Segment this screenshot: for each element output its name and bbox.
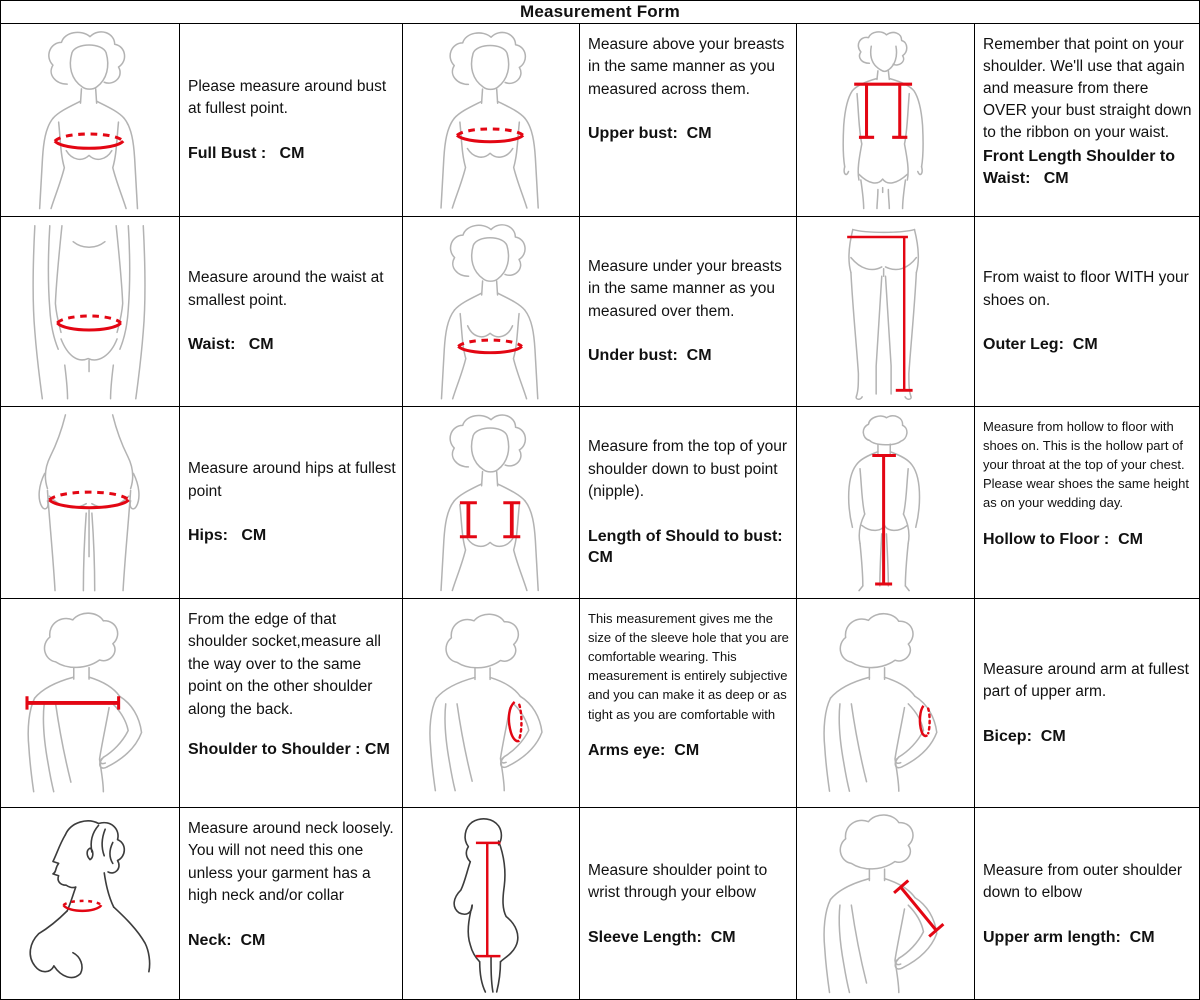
hips-figure [6,413,173,593]
front-length-figure [802,30,968,210]
measure-label: Sleeve Length: CM [588,928,736,946]
cell-upper-arm-length [975,808,1199,1000]
measure-label: Hips: CM [188,527,267,545]
measure-label: Shoulder to Shoulder : CM [188,741,390,759]
measure-label: Bicep: CM [983,727,1066,745]
measure-label: Upper bust: CM [588,125,712,143]
measure-description: Measure shoulder point to wrist through your elbow [588,861,772,902]
figure-cell-bicep [797,599,975,808]
figure-cell-upper-arm-length [797,808,975,1000]
full-bust-figure [6,30,173,210]
measure-label: Length of Should to bust: CM [588,527,792,567]
measure-label: Arms eye: CM [588,741,700,759]
cell-waist [180,217,403,407]
measure-label: Waist: CM [188,336,274,354]
cell-sleeve-length [580,808,797,1000]
sleeve-length-figure [408,814,573,994]
figure-cell-hollow-to-floor [797,407,975,599]
cell-under-bust [580,217,797,407]
cell-front-length [975,24,1199,217]
bicep-figure [802,605,968,801]
figure-cell-upper-bust [403,24,580,217]
cell-hips [180,407,403,599]
measure-description: Please measure around bust at fullest point. [188,77,391,118]
measurement-table [1,24,1199,1000]
measure-description: From waist to floor WITH your shoes on. [983,269,1194,309]
measure-description: Measure from the top of your shoulder down to bust point (nipple). [588,438,792,501]
page-title: Measurement Form [519,2,681,21]
cell-shoulder-to-bust [580,407,797,599]
measure-description: Measure around the waist at smallest point. [188,269,388,309]
measure-description: Measure around neck loosely. You will not need this one unless your garment has a high neck and/or collar [188,820,398,905]
figure-cell-sleeve-length [403,808,580,1000]
shoulder-to-shoulder-figure [6,605,173,801]
neck-figure [6,814,173,994]
cell-upper-bust [580,24,797,217]
measure-description: Measure under your breasts in the same manner as you measured over them. [588,258,787,320]
measure-description: Measure above your breasts in the same manner as you measured across them. [588,36,789,98]
measure-description: From the edge of that shoulder socket,measure all the way over to the same point on the other shoulder along the back. [188,611,386,718]
cell-arms-eye [580,599,797,808]
upper-bust-figure [408,30,573,210]
measure-description: Measure from hollow to floor with shoes on. This is the hollow part of your throat at the top of your chest. Please wear shoes the same height as on your wedding day. [983,419,1193,511]
cell-neck [180,808,403,1000]
cell-full-bust [180,24,403,217]
measure-label: Hollow to Floor : CM [983,530,1143,548]
figure-cell-front-length [797,24,975,217]
shoulder-to-bust-figure [408,413,573,593]
figure-cell-full-bust [1,24,180,217]
figure-cell-arms-eye [403,599,580,808]
measure-label: Under bust: CM [588,347,712,365]
measure-description: Remember that point on your shoulder. We'll use that again and measure from there OVER your bust straight down to the ribbon on your waist. [983,36,1196,141]
cell-bicep [975,599,1199,808]
measure-description: This measurement gives me the size of the sleeve hole that you are comfortable wearing. This measurement is entirely subjective and you can make it as deep or as tight as you are comfortable with [588,611,793,722]
cell-hollow-to-floor [975,407,1199,599]
outer-leg-figure [802,223,968,401]
figure-cell-waist [1,217,180,407]
form-header [1,1,1199,24]
waist-figure [6,223,173,401]
measure-label: Neck: CM [188,931,266,949]
measure-label: Full Bust : CM [188,144,305,162]
figure-cell-neck [1,808,180,1000]
figure-cell-hips [1,407,180,599]
figure-cell-outer-leg [797,217,975,407]
cell-outer-leg [975,217,1199,407]
measure-description: Measure from outer shoulder down to elbow [983,861,1187,902]
figure-cell-under-bust [403,217,580,407]
cell-shoulder-to-shoulder [180,599,403,808]
measure-label: Front Length Shoulder to Waist: CM [983,148,1180,187]
under-bust-figure [408,223,573,401]
upper-arm-length-figure [802,814,968,994]
arms-eye-figure [408,605,573,801]
figure-cell-shoulder-to-bust [403,407,580,599]
measure-label: Outer Leg: CM [983,336,1098,354]
figure-cell-shoulder-to-shoulder [1,599,180,808]
measure-label: Upper arm length: CM [983,928,1155,946]
measure-description: Measure around hips at fullest point [188,460,400,500]
hollow-to-floor-figure [802,413,968,593]
measure-description: Measure around arm at fullest part of upper arm. [983,660,1194,701]
